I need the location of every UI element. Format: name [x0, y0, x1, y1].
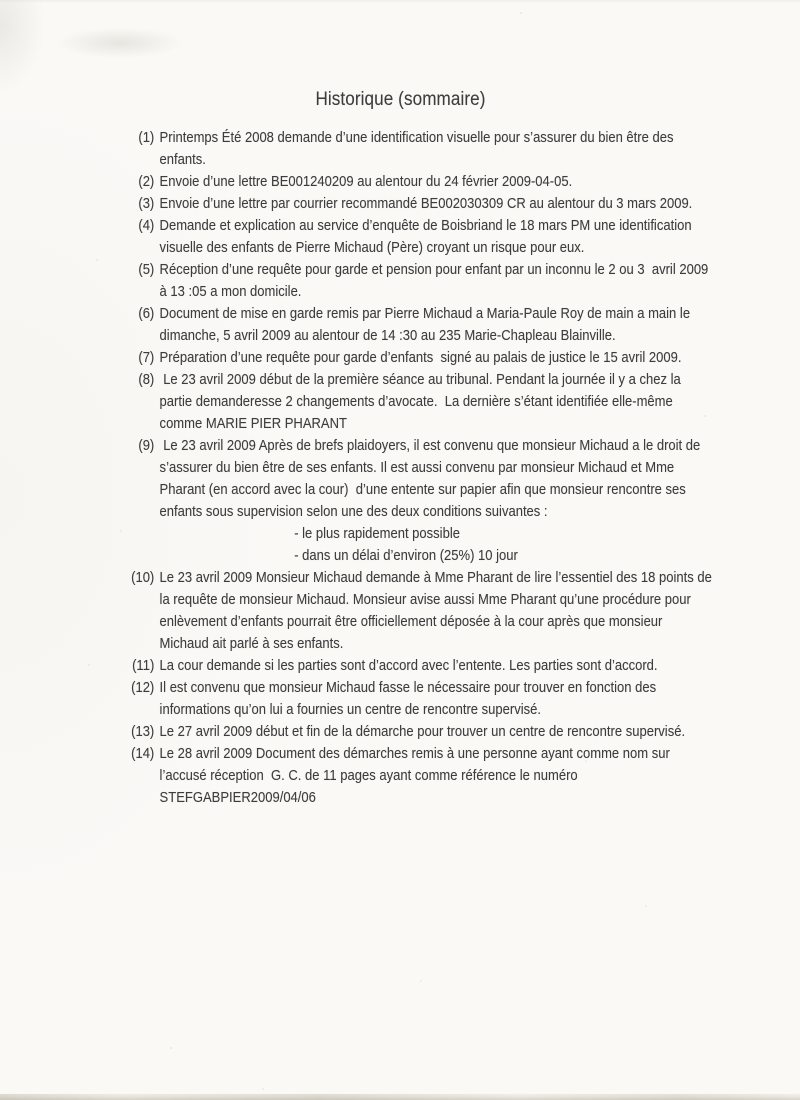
list-item-number: (9) — [138, 438, 155, 454]
list-item — [127, 655, 715, 677]
list-item — [127, 369, 715, 435]
sub-bullet: - dans un délai d’environ (25%) 10 jour — [294, 548, 518, 564]
list-item-number: (13) — [131, 724, 155, 740]
list-item — [127, 721, 715, 743]
list-item-number: (7) — [138, 350, 155, 366]
list-item-text: Le 28 avril 2009 Document des démarches remis à une personne ayant comme nom sur l’accusé réception G. C. de 11 pages ayant comme référence le numéro STEFGABPIER2009/04/06 — [159, 746, 674, 806]
list-item-text: Demande et explication au service d’enquête de Boisbriand le 18 mars PM une identification visuelle des enfants de Pierre Michaud (Père) croyant un risque pour eux. — [159, 218, 696, 256]
list-item-number: (4) — [138, 218, 155, 234]
list-item-text: Envoie d’une lettre BE001240209 au alentour du 24 février 2009-04-05. — [159, 174, 573, 190]
list-item — [127, 127, 715, 171]
list-item — [127, 193, 715, 215]
list-item-number: (12) — [131, 680, 155, 696]
page-title — [0, 88, 800, 112]
list-item-number: (3) — [138, 196, 155, 212]
list-item — [127, 743, 715, 809]
list-item — [127, 303, 715, 347]
list-item-number: (2) — [138, 174, 155, 190]
scan-noise — [0, 0, 2, 2]
list-item-text: Le 27 avril 2009 début et fin de la démarche pour trouver un centre de rencontre supervisé. — [159, 724, 686, 740]
list-item — [127, 171, 715, 193]
list-item-number: (10) — [131, 570, 155, 586]
list-item-text: Printemps Été 2008 demande d’une identification visuelle pour s’assurer du bien être des enfants. — [159, 130, 678, 168]
scanner-edge-shadow — [0, 1094, 800, 1100]
list-item — [127, 435, 715, 567]
list-item — [127, 259, 715, 303]
list-item-text: Document de mise en garde remis par Pierre Michaud a Maria-Paule Roy de main a main le dimanche, 5 avril 2009 au alentour de 14 :30 au 235 Marie-Chapleau Blainville. — [159, 306, 694, 344]
list-item-text: Le 23 avril 2009 début de la première séance au tribunal. Pendant la journée il y a chez la partie demanderesse 2 changements d’avocate. La dernière s’étant identifiée elle-même comme MARIE PIER PHARANT — [159, 372, 685, 432]
list-item — [127, 677, 715, 721]
list-item-text: Le 23 avril 2009 Après de brefs plaidoyers, il est convenu que monsieur Michaud a le droit de s’assurer du bien être de ses enfants. Il est aussi convenu par monsieur Michaud et Mme Pharant (en accord avec la cour) d’une entente sur papier afin que monsieur rencontre ses enfants sous supervision selon une des deux conditions suivantes : — [159, 438, 704, 520]
list-item — [127, 567, 715, 655]
list-item-number: (14) — [131, 746, 155, 762]
list-item-text: Le 23 avril 2009 Monsieur Michaud demande à Mme Pharant de lire l’essentiel des 18 points de la requête de monsieur Michaud. Monsieur avise aussi Mme Pharant qu’une procédure pour enlèvement d’enfants pourrait être officiellement déposée à la cour après que monsieur Michaud ait parlé à ses enfants. — [159, 570, 716, 652]
list-item-number: (6) — [138, 306, 155, 322]
list-item-number: (11) — [132, 658, 155, 674]
list-item-text: Il est convenu que monsieur Michaud fasse le nécessaire pour trouver en fonction des informations qu’on lui a fournies un centre de rencontre supervisé. — [159, 680, 660, 718]
list-item — [127, 215, 715, 259]
history-list — [127, 127, 715, 809]
list-item — [127, 347, 715, 369]
sub-bullet: - le plus rapidement possible — [294, 526, 460, 542]
list-item-number: (5) — [138, 262, 155, 278]
list-item-number: (8) — [138, 372, 155, 388]
list-item-text: Réception d’une requête pour garde et pension pour enfant par un inconnu le 2 ou 3 avril 2009 à 13 :05 a mon domicile. — [159, 262, 712, 300]
list-item-text: Préparation d’une requête pour garde d’enfants signé au palais de justice le 15 avril 2009. — [159, 350, 682, 366]
list-item-number: (1) — [138, 130, 155, 146]
list-item-text: Envoie d’une lettre par courrier recommandé BE002030309 CR au alentour du 3 mars 2009. — [159, 196, 693, 212]
page-title-text: Historique (sommaire) — [314, 89, 486, 110]
list-item-text: La cour demande si les parties sont d’accord avec l’entente. Les parties sont d’accord. — [159, 658, 658, 674]
